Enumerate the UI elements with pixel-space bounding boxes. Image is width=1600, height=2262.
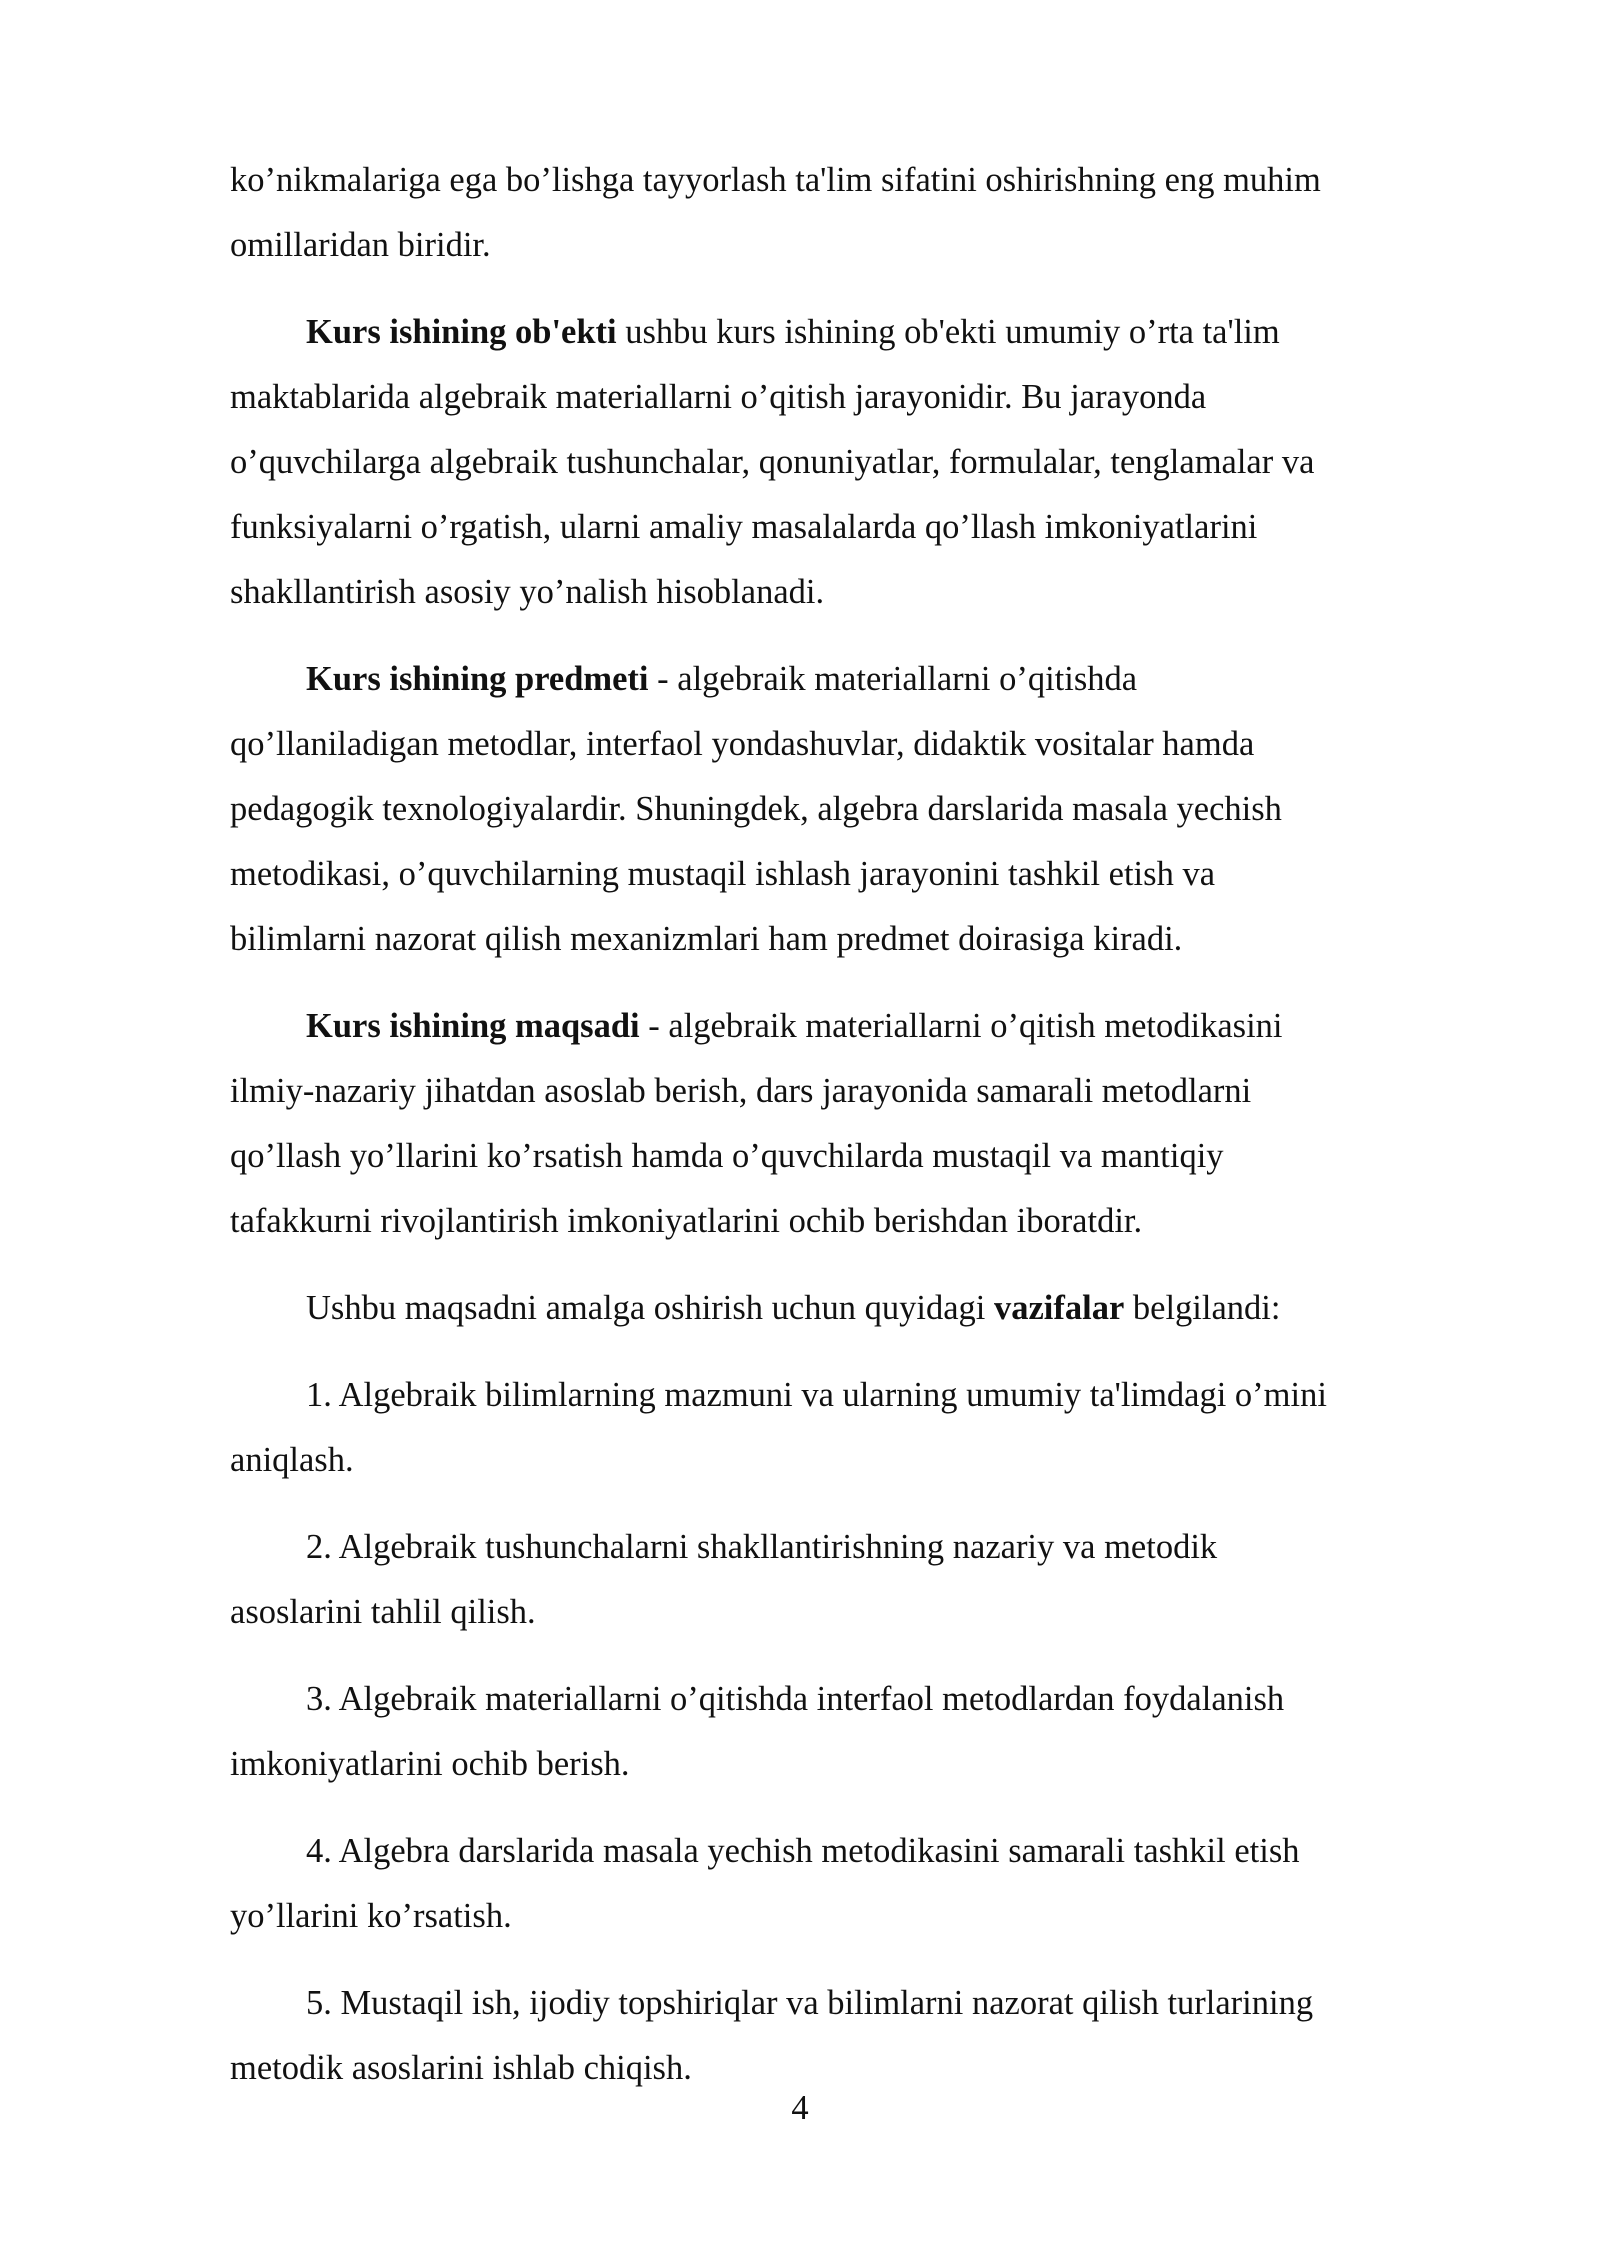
- document-body: [230, 148, 1430, 2123]
- intro-paragraph: [230, 148, 1430, 278]
- goal-text: - algebraik materiallarni o’qitish metodikasini ilmiy-nazariy jihatdan asoslab berish, dars jarayonida samarali metodlarni qo’llash yo’llarini ko’rsatish hamda o’quvchilarda mustaqil va mantiqiy tafakkurni rivojlantirish imkoniyatlarini ochib berishdan iboratdir.: [230, 1007, 1283, 1240]
- object-paragraph: [230, 300, 1430, 625]
- object-text: ushbu kurs ishining ob'ekti umumiy o’rta ta'lim maktablarida algebraik materiallarni o’qitish jarayonidir. Bu jarayonda o’quvchilarga algebraik tushunchalar, qonuniyatlar, formulalar, tenglamalar va funksiyalarni o’rgatish, ularni amaliy masalalarda qo’llash imkoniyatlarini shakllantirish asosiy yo’nalish hisoblanadi.: [230, 313, 1315, 611]
- goal-heading: Kurs ishining maqsadi: [306, 1007, 640, 1045]
- tasks-intro-before: Ushbu maqsadni amalga oshirish uchun quyidagi: [306, 1289, 994, 1327]
- tasks-intro-after: belgilandi:: [1124, 1289, 1281, 1327]
- tasks-intro-paragraph: [230, 1276, 1430, 1341]
- task-item-5: [230, 1971, 1430, 2101]
- task-item-3: [230, 1667, 1430, 1797]
- goal-paragraph: [230, 994, 1430, 1254]
- task-text: 1. Algebraik bilimlarning mazmuni va ularning umumiy ta'limdagi o’mini aniqlash.: [230, 1376, 1327, 1479]
- task-text: 4. Algebra darslarida masala yechish metodikasini samarali tashkil etish yo’llarini ko’rsatish.: [230, 1832, 1300, 1935]
- tasks-intro-bold: vazifalar: [993, 1289, 1125, 1327]
- task-text: 5. Mustaqil ish, ijodiy topshiriqlar va bilimlarni nazorat qilish turlarining metodik asoslarini ishlab chiqish.: [230, 1984, 1314, 2087]
- intro-text: ko’nikmalariga ega bo’lishga tayyorlash ta'lim sifatini oshirishning eng muhim omillaridan biridir.: [230, 161, 1321, 264]
- task-item-4: [230, 1819, 1430, 1949]
- task-item-2: [230, 1515, 1430, 1645]
- task-text: 3. Algebraik materiallarni o’qitishda interfaol metodlardan foydalanish imkoniyatlarini ochib berish.: [230, 1680, 1285, 1783]
- task-text: 2. Algebraik tushunchalarni shakllantirishning nazariy va metodik asoslarini tahlil qilish.: [230, 1528, 1218, 1631]
- subject-text: - algebraik materiallarni o’qitishda qo’llaniladigan metodlar, interfaol yondashuvlar, didaktik vositalar hamda pedagogik texnologiyalardir. Shuningdek, algebra darslarida masala yechish metodikasi, o’quvchilarning mustaqil ishlash jarayonini tashkil etish va bilimlarni nazorat qilish mexanizmlari ham predmet doirasiga kiradi.: [230, 660, 1282, 958]
- object-heading: Kurs ishining ob'ekti: [306, 313, 617, 351]
- subject-paragraph: [230, 647, 1430, 972]
- page-number: 4: [791, 2089, 809, 2127]
- task-item-1: [230, 1363, 1430, 1493]
- subject-heading: Kurs ishining predmeti: [306, 660, 649, 698]
